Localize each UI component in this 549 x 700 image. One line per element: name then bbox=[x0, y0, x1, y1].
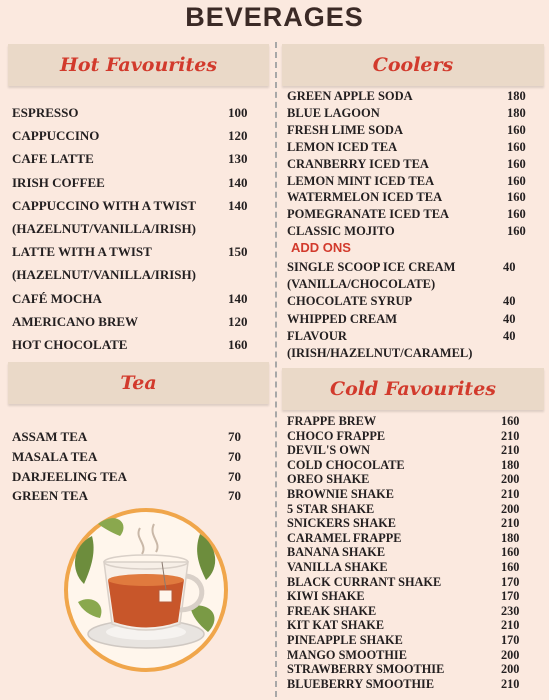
menu-item-price: 40 bbox=[503, 311, 516, 326]
menu-item-price: 180 bbox=[501, 457, 520, 472]
menu-item-price: 160 bbox=[501, 414, 520, 428]
menu-item-name: POMEGRANATE ICED TEA bbox=[287, 207, 450, 222]
menu-item-name: BLUE LAGOON bbox=[287, 105, 380, 120]
menu-item bbox=[287, 662, 531, 677]
menu-item bbox=[287, 294, 533, 311]
menu-item-price: 70 bbox=[228, 429, 241, 444]
menu-item-name: FLAVOUR bbox=[287, 328, 347, 343]
menu-item-price: 140 bbox=[228, 197, 248, 213]
menu-item bbox=[12, 221, 258, 244]
menu-item bbox=[287, 648, 531, 663]
menu-item bbox=[287, 589, 531, 604]
menu-item-name: ESPRESSO bbox=[12, 105, 79, 120]
menu-item bbox=[287, 443, 531, 458]
menu-item-price: 130 bbox=[228, 151, 248, 167]
tea-header bbox=[8, 362, 269, 404]
menu-item bbox=[287, 458, 531, 473]
menu-item bbox=[12, 291, 258, 314]
menu-item-price: 200 bbox=[501, 501, 520, 516]
menu-item-price: 210 bbox=[501, 428, 520, 443]
menu-item-name: VANILLA SHAKE bbox=[287, 560, 388, 574]
menu-item-price: 180 bbox=[507, 89, 526, 103]
menu-item-name: CAPPUCCINO bbox=[12, 128, 100, 144]
menu-item-name: CRANBERRY ICED TEA bbox=[287, 156, 429, 171]
menu-item-price: 70 bbox=[228, 448, 241, 464]
menu-item bbox=[287, 224, 537, 241]
menu-item-price: 160 bbox=[501, 560, 520, 574]
tea-cup-icon bbox=[62, 506, 230, 674]
page-title: BEVERAGES bbox=[185, 2, 364, 32]
menu-item-price: 180 bbox=[507, 105, 526, 120]
menu-item-name: CHOCOLATE SYRUP bbox=[287, 294, 413, 309]
menu-item-name: CARAMEL FRAPPE bbox=[287, 530, 402, 545]
menu-item-name: MASALA TEA bbox=[12, 448, 98, 464]
menu-item bbox=[287, 545, 531, 560]
menu-item-name: ASSAM TEA bbox=[12, 429, 88, 444]
menu-item bbox=[287, 472, 531, 487]
menu-item bbox=[12, 175, 258, 198]
menu-item-name: SNICKERS SHAKE bbox=[287, 516, 396, 531]
addons-label: ADD ONS bbox=[291, 240, 351, 255]
menu-item bbox=[12, 151, 258, 174]
menu-item bbox=[12, 128, 258, 151]
hot-favourites-header bbox=[8, 44, 269, 86]
menu-item-name: KIWI SHAKE bbox=[287, 589, 365, 604]
menu-item bbox=[287, 487, 531, 502]
menu-item-name: BLACK CURRANT SHAKE bbox=[287, 574, 442, 589]
menu-item-name: CLASSIC MOJITO bbox=[287, 224, 395, 239]
menu-item-price: 120 bbox=[228, 313, 248, 329]
menu-item-name: DEVIL'S OWN bbox=[287, 443, 371, 458]
menu-item-price: 120 bbox=[228, 128, 248, 144]
menu-item-price: 210 bbox=[501, 676, 520, 691]
menu-item-name: GREEN TEA bbox=[12, 488, 88, 504]
menu-item-name: LATTE WITH A TWIST bbox=[12, 244, 152, 260]
menu-item-price: 160 bbox=[507, 190, 526, 205]
menu-item-price: 230 bbox=[501, 603, 520, 618]
menu-item bbox=[287, 174, 537, 191]
menu-item bbox=[12, 314, 258, 337]
menu-item-price: 70 bbox=[228, 488, 241, 504]
menu-item bbox=[287, 260, 533, 277]
menu-item bbox=[287, 502, 531, 517]
menu-item-price: 160 bbox=[507, 122, 526, 137]
menu-item bbox=[287, 277, 533, 294]
menu-item bbox=[287, 531, 531, 546]
menu-item-name: AMERICANO BREW bbox=[12, 313, 139, 329]
menu-item bbox=[287, 560, 531, 575]
menu-item bbox=[12, 105, 258, 128]
menu-item-price: 160 bbox=[501, 545, 520, 560]
menu-item bbox=[12, 244, 258, 267]
menu-item bbox=[12, 267, 258, 290]
menu-item bbox=[287, 140, 537, 157]
menu-item-name: CAPPUCCINO WITH A TWIST bbox=[12, 197, 197, 213]
menu-item bbox=[287, 633, 531, 648]
menu-item-name: LEMON MINT ICED TEA bbox=[287, 173, 435, 188]
menu-item bbox=[287, 414, 531, 429]
menu-item-name: (VANILLA/CHOCOLATE) bbox=[287, 277, 436, 292]
menu-item-name: LEMON ICED TEA bbox=[287, 139, 398, 154]
menu-item-price: 210 bbox=[501, 443, 520, 458]
menu-item bbox=[287, 329, 533, 346]
menu-item-name: HOT CHOCOLATE bbox=[12, 337, 128, 352]
menu-item-price: 180 bbox=[501, 530, 520, 545]
menu-item-price: 150 bbox=[228, 244, 248, 260]
hot-favourites-title: Hot Favourites bbox=[59, 54, 218, 76]
menu-item-price: 40 bbox=[503, 294, 516, 309]
coolers-title: Coolers bbox=[372, 54, 454, 76]
menu-item-name: BANANA SHAKE bbox=[287, 545, 386, 560]
menu-item bbox=[12, 198, 258, 221]
menu-item-name: (IRISH/HAZELNUT/CARAMEL) bbox=[287, 346, 473, 360]
menu-item-price: 40 bbox=[503, 260, 516, 274]
menu-item-name: IRISH COFFEE bbox=[12, 174, 105, 190]
menu-item-name: COLD CHOCOLATE bbox=[287, 457, 405, 472]
menu-item-name: FRAPPE BREW bbox=[287, 414, 377, 428]
menu-item-price: 160 bbox=[507, 224, 526, 239]
menu-item-price: 160 bbox=[507, 207, 526, 222]
menu-item-price: 160 bbox=[507, 139, 526, 154]
menu-item-price: 170 bbox=[501, 574, 520, 589]
menu-item-name: MANGO SMOOTHIE bbox=[287, 647, 407, 662]
menu-item bbox=[287, 346, 533, 363]
menu-item bbox=[287, 207, 537, 224]
menu-item-name: SINGLE SCOOP ICE CREAM bbox=[287, 260, 456, 274]
menu-item bbox=[12, 337, 258, 360]
menu-item-name: KIT KAT SHAKE bbox=[287, 618, 385, 633]
menu-item-name: BROWNIE SHAKE bbox=[287, 487, 394, 501]
menu-item-name: 5 STAR SHAKE bbox=[287, 501, 375, 516]
menu-item-price: 160 bbox=[228, 337, 248, 352]
menu-item-price: 200 bbox=[501, 662, 520, 677]
menu-item bbox=[287, 575, 531, 590]
menu-item-name: CAFE LATTE bbox=[12, 151, 94, 167]
menu-item bbox=[287, 157, 537, 174]
menu-item-name: FREAK SHAKE bbox=[287, 603, 377, 618]
menu-item-name: (HAZELNUT/VANILLA/IRISH) bbox=[12, 267, 196, 283]
menu-item-price: 170 bbox=[501, 589, 520, 604]
menu-item-price: 160 bbox=[507, 156, 526, 171]
menu-item bbox=[287, 106, 537, 123]
column-divider bbox=[275, 42, 277, 697]
menu-item bbox=[12, 449, 258, 469]
menu-item-name: (HAZELNUT/VANILLA/IRISH) bbox=[12, 221, 196, 236]
menu-item-price: 40 bbox=[503, 328, 516, 343]
menu-item bbox=[287, 123, 537, 140]
menu-item bbox=[287, 429, 531, 444]
menu-item bbox=[12, 429, 258, 449]
menu-item bbox=[287, 89, 537, 106]
cold-favourites-header bbox=[282, 368, 544, 410]
menu-item-price: 200 bbox=[501, 472, 520, 487]
menu-item-price: 70 bbox=[228, 468, 241, 484]
menu-item-name: WATERMELON ICED TEA bbox=[287, 190, 443, 205]
menu-item bbox=[287, 618, 531, 633]
menu-item-name: FRESH LIME SODA bbox=[287, 122, 403, 137]
cold-favourites-title: Cold Favourites bbox=[330, 378, 496, 400]
menu-item-name: GREEN APPLE SODA bbox=[287, 89, 413, 103]
menu-item bbox=[287, 312, 533, 329]
menu-item-name: WHIPPED CREAM bbox=[287, 311, 398, 326]
menu-item-name: PINEAPPLE SHAKE bbox=[287, 633, 403, 647]
menu-item-price: 200 bbox=[501, 647, 520, 662]
tea-title: Tea bbox=[120, 372, 157, 394]
menu-item-price: 210 bbox=[501, 487, 520, 501]
menu-item bbox=[287, 677, 531, 692]
menu-item-price: 160 bbox=[507, 173, 526, 188]
menu-item-name: OREO SHAKE bbox=[287, 472, 370, 487]
menu-item bbox=[287, 190, 537, 207]
menu-item-name: STRAWBERRY SMOOTHIE bbox=[287, 662, 445, 677]
menu-item-name: BLUEBERRY SMOOTHIE bbox=[287, 676, 435, 691]
menu-item-name: CHOCO FRAPPE bbox=[287, 428, 386, 443]
menu-item-name: CAFÉ MOCHA bbox=[12, 290, 102, 306]
menu-item-price: 170 bbox=[501, 633, 520, 647]
menu-item-price: 140 bbox=[228, 174, 248, 190]
menu-item-price: 210 bbox=[501, 516, 520, 531]
menu-item bbox=[287, 604, 531, 619]
menu-item bbox=[12, 469, 258, 489]
coolers-header bbox=[282, 44, 544, 86]
menu-item bbox=[287, 516, 531, 531]
menu-item-price: 100 bbox=[228, 105, 248, 120]
menu-item-price: 210 bbox=[501, 618, 520, 633]
menu-item-name: DARJEELING TEA bbox=[12, 468, 127, 484]
menu-item-price: 140 bbox=[228, 290, 248, 306]
